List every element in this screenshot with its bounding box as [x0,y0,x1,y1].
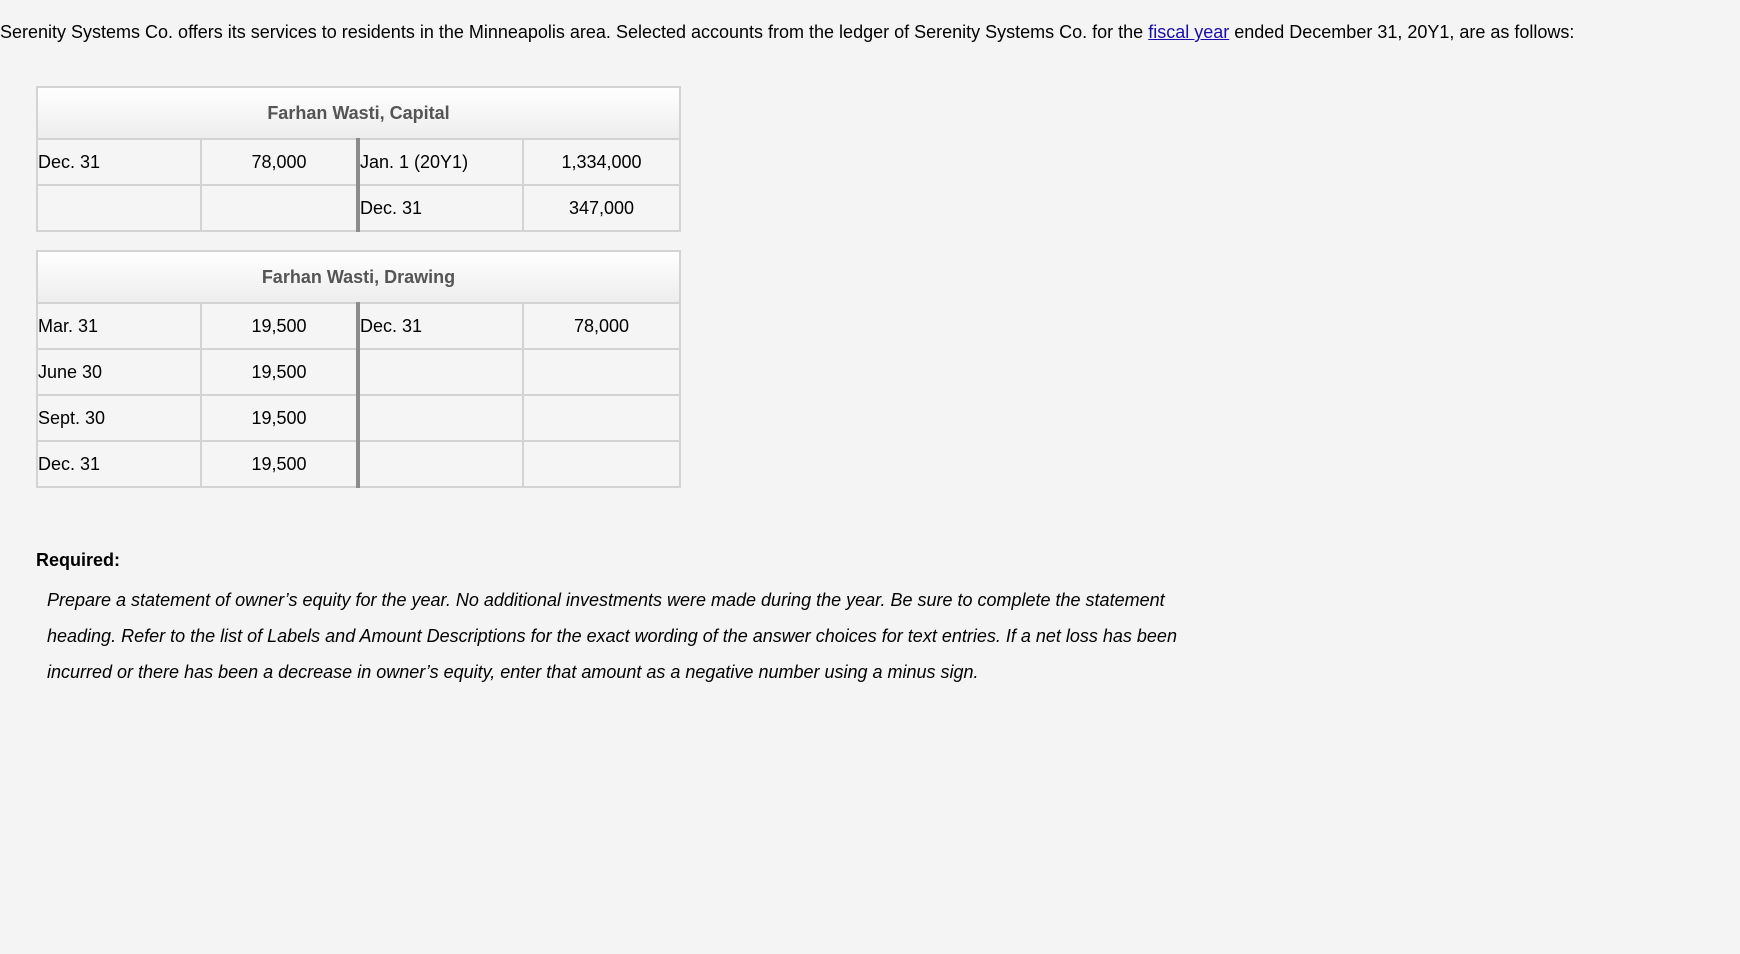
table-row [37,349,680,395]
required-instructions: Prepare a statement of owner’s equity for the year. No additional investments were made during the year. Be sure to complete the statement heading. Refer to the list of Labels and Amount Descriptions for the exact wording of the answer choices for text entries. If a net loss has been incurred or there has been a decrease in owner’s equity, enter that amount as a negative number using a minus sign. [47,590,1177,682]
debit-date: June 30 [37,349,201,395]
table-row [37,395,680,441]
debit-date: Mar. 31 [37,303,201,349]
capital-t-account [36,86,681,232]
table-row [37,441,680,487]
debit-amount: 19,500 [201,349,358,395]
debit-amount: 19,500 [201,303,358,349]
table-row [37,185,680,231]
credit-amount: 78,000 [523,303,680,349]
debit-date: Dec. 31 [37,441,201,487]
credit-amount [523,441,680,487]
credit-amount [523,349,680,395]
debit-date [37,185,201,231]
intro-text-after: ended December 31, 20Y1, are as follows: [1229,22,1575,42]
capital-account-title: Farhan Wasti, Capital [37,87,680,139]
debit-amount: 78,000 [201,139,358,185]
table-row [37,139,680,185]
drawing-t-account [36,250,681,488]
intro-text-before: Serenity Systems Co. offers its services to residents in the Minneapolis area. Selected accounts from the ledger of Serenity Systems Co. for the [0,22,1149,42]
credit-amount: 347,000 [523,185,680,231]
fiscal-year-link[interactable]: fiscal year [1148,22,1230,42]
drawing-account-title: Farhan Wasti, Drawing [37,251,680,303]
debit-amount: 19,500 [201,441,358,487]
credit-date [358,441,523,487]
debit-amount: 19,500 [201,395,358,441]
intro-paragraph [0,20,1574,44]
debit-date: Sept. 30 [37,395,201,441]
credit-date: Jan. 1 (20Y1) [358,139,523,185]
credit-amount [523,395,680,441]
credit-date: Dec. 31 [358,303,523,349]
table-row [37,303,680,349]
credit-amount: 1,334,000 [523,139,680,185]
debit-amount [201,185,358,231]
credit-date: Dec. 31 [358,185,523,231]
required-heading: Required: [36,550,121,570]
credit-date [358,395,523,441]
debit-date: Dec. 31 [37,139,201,185]
credit-date [358,349,523,395]
